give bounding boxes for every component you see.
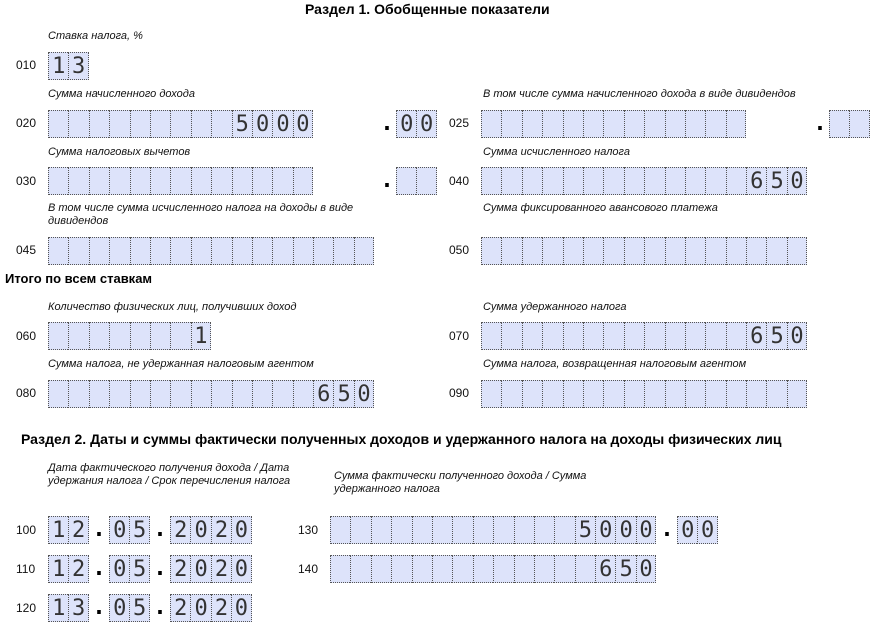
- field-090-label: Сумма налога, возвращенная налоговым агентом: [483, 358, 747, 370]
- field-140-code: 140: [298, 562, 319, 576]
- digit-cell: [481, 167, 501, 195]
- digit-cell: 0: [190, 516, 210, 544]
- digit-cell: [685, 110, 705, 138]
- digit-cell: [473, 516, 493, 544]
- date-separator: .: [92, 595, 106, 620]
- digit-cell: [354, 237, 374, 265]
- digit-cell: [603, 110, 623, 138]
- field-100-month[interactable]: [109, 516, 150, 544]
- field-050-input[interactable]: [481, 237, 807, 265]
- digit-cell: [514, 516, 534, 544]
- digit-cell: [534, 555, 554, 583]
- field-080-code: 080: [16, 386, 37, 400]
- digit-cell: [603, 237, 623, 265]
- digit-cell: [563, 322, 583, 350]
- field-030-label: Сумма налоговых вычетов: [48, 146, 191, 158]
- digit-cell: [665, 237, 685, 265]
- digit-cell: [452, 555, 472, 583]
- digit-cell: [396, 167, 416, 195]
- digit-cell: [109, 322, 129, 350]
- digit-cell: 2: [68, 516, 88, 544]
- digit-cell: 5: [615, 555, 635, 583]
- digit-cell: 1: [48, 594, 68, 622]
- digit-cell: [48, 322, 68, 350]
- digit-cell: 3: [68, 52, 88, 80]
- digit-cell: [170, 167, 190, 195]
- digit-cell: [473, 555, 493, 583]
- digit-cell: [48, 237, 68, 265]
- digit-cell: [583, 322, 603, 350]
- digit-cell: [542, 237, 562, 265]
- digit-cell: [150, 110, 170, 138]
- digit-cell: 0: [615, 516, 635, 544]
- digit-cell: [787, 237, 807, 265]
- digit-cell: [522, 167, 542, 195]
- digit-cell: 0: [787, 322, 807, 350]
- date-separator: .: [153, 595, 167, 620]
- digit-cell: 0: [677, 516, 697, 544]
- digit-cell: [603, 380, 623, 408]
- digit-cell: [391, 516, 411, 544]
- digit-cell: 5: [333, 380, 353, 408]
- field-025-label: В том числе сумма начисленного дохода в виде дивидендов: [483, 88, 796, 100]
- digit-cell: [272, 380, 292, 408]
- digit-cell: [481, 110, 501, 138]
- digit-cell: 0: [354, 380, 374, 408]
- digit-cell: 6: [746, 167, 766, 195]
- digit-cell: 0: [272, 110, 292, 138]
- digit-cell: [48, 167, 68, 195]
- digit-cell: [211, 237, 231, 265]
- digit-cell: 0: [252, 110, 272, 138]
- digit-cell: 5: [766, 322, 786, 350]
- digit-cell: [130, 380, 150, 408]
- digit-cell: [563, 110, 583, 138]
- digit-cell: [665, 110, 685, 138]
- digit-cell: [150, 237, 170, 265]
- digit-cell: [522, 380, 542, 408]
- digit-cell: 1: [48, 516, 68, 544]
- digit-cell: 0: [787, 167, 807, 195]
- field-100-year[interactable]: [170, 516, 252, 544]
- field-120-month[interactable]: [109, 594, 150, 622]
- digit-cell: 5: [129, 594, 149, 622]
- digit-cell: 0: [416, 110, 436, 138]
- digit-cell: [68, 237, 88, 265]
- digit-cell: [191, 237, 211, 265]
- digit-cell: [542, 167, 562, 195]
- digit-cell: [583, 110, 603, 138]
- digit-cell: [603, 322, 623, 350]
- digit-cell: [575, 555, 595, 583]
- digit-cell: [493, 555, 513, 583]
- digit-cell: [330, 516, 350, 544]
- digit-cell: [726, 380, 746, 408]
- digit-cell: [68, 167, 88, 195]
- digit-cell: [501, 380, 521, 408]
- digit-cell: 0: [697, 516, 717, 544]
- digit-cell: [416, 167, 436, 195]
- digit-cell: [522, 237, 542, 265]
- field-110-code: 110: [16, 562, 36, 576]
- digit-cell: [514, 555, 534, 583]
- digit-cell: [211, 167, 231, 195]
- digit-cell: [252, 167, 272, 195]
- digit-cell: [48, 110, 68, 138]
- field-040-label: Сумма исчисленного налога: [483, 146, 630, 158]
- digit-cell: [501, 237, 521, 265]
- digit-cell: [150, 167, 170, 195]
- field-080-input[interactable]: [48, 380, 374, 408]
- field-025-code: 025: [449, 116, 470, 130]
- digit-cell: [150, 380, 170, 408]
- field-090-input[interactable]: [481, 380, 807, 408]
- field-030-fraction[interactable]: [396, 167, 437, 195]
- digit-cell: 0: [595, 516, 615, 544]
- field-130-fraction[interactable]: [677, 516, 718, 544]
- digit-cell: [501, 167, 521, 195]
- digit-cell: [333, 237, 353, 265]
- digit-cell: [130, 237, 150, 265]
- digit-cell: [624, 237, 644, 265]
- digit-cell: [522, 110, 542, 138]
- digit-cell: [150, 322, 170, 350]
- digit-cell: [211, 110, 231, 138]
- field-120-year[interactable]: [170, 594, 252, 622]
- date-separator: .: [92, 517, 106, 542]
- digit-cell: [624, 380, 644, 408]
- digit-cell: [89, 322, 109, 350]
- field-030-input[interactable]: [48, 167, 313, 195]
- digit-cell: [170, 237, 190, 265]
- digit-cell: [452, 516, 472, 544]
- digit-cell: [130, 322, 150, 350]
- digit-cell: 2: [211, 594, 231, 622]
- digit-cell: [109, 110, 129, 138]
- digit-cell: 3: [68, 594, 88, 622]
- field-020-code: 020: [16, 116, 37, 130]
- decimal-separator: .: [813, 111, 827, 136]
- field-070-code: 070: [449, 329, 470, 343]
- field-040-code: 040: [449, 174, 470, 188]
- field-130-input[interactable]: [330, 516, 656, 544]
- digit-cell: [685, 380, 705, 408]
- decimal-separator: .: [380, 168, 394, 193]
- digit-cell: [481, 322, 501, 350]
- digit-cell: 0: [109, 516, 129, 544]
- digit-cell: [109, 380, 129, 408]
- digit-cell: 2: [170, 594, 190, 622]
- digit-cell: [170, 322, 190, 350]
- decimal-separator: .: [380, 111, 394, 136]
- digit-cell: [371, 555, 391, 583]
- field-025-input[interactable]: [481, 110, 746, 138]
- date-separator: .: [153, 517, 167, 542]
- digit-cell: [191, 380, 211, 408]
- field-110-month[interactable]: [109, 555, 150, 583]
- digit-cell: [849, 110, 869, 138]
- digit-cell: 5: [129, 516, 149, 544]
- digit-cell: [371, 516, 391, 544]
- field-020-input[interactable]: [48, 110, 313, 138]
- digit-cell: [685, 167, 705, 195]
- field-060-label: Количество физических лиц, получивших доход: [48, 301, 297, 313]
- digit-cell: 6: [746, 322, 766, 350]
- decimal-separator: .: [660, 517, 674, 542]
- digit-cell: 2: [170, 516, 190, 544]
- field-040-input[interactable]: [481, 167, 807, 195]
- digit-cell: [232, 380, 252, 408]
- digit-cell: [252, 237, 272, 265]
- digit-cell: [313, 237, 333, 265]
- digit-cell: [534, 516, 554, 544]
- digit-cell: [68, 110, 88, 138]
- digit-cell: [665, 380, 685, 408]
- section2-title: Раздел 2. Даты и суммы фактически полученных доходов и удержанного налога на доходы физических лиц: [21, 431, 782, 447]
- digit-cell: [130, 110, 150, 138]
- date-separator: .: [153, 556, 167, 581]
- digit-cell: [705, 380, 725, 408]
- digit-cell: [89, 167, 109, 195]
- field-100-code: 100: [16, 523, 37, 537]
- field-110-day[interactable]: [48, 555, 89, 583]
- digit-cell: [542, 110, 562, 138]
- field-060-input[interactable]: [48, 322, 211, 350]
- digit-cell: 0: [636, 516, 656, 544]
- digit-cell: [746, 237, 766, 265]
- digit-cell: [787, 380, 807, 408]
- digit-cell: [501, 110, 521, 138]
- digit-cell: [481, 380, 501, 408]
- digit-cell: [542, 380, 562, 408]
- digit-cell: [644, 322, 664, 350]
- digit-cell: [563, 167, 583, 195]
- digit-cell: [746, 380, 766, 408]
- digit-cell: [644, 380, 664, 408]
- digit-cell: [624, 322, 644, 350]
- digit-cell: 1: [191, 322, 211, 350]
- digit-cell: [293, 237, 313, 265]
- digit-cell: [685, 322, 705, 350]
- field-110-year[interactable]: [170, 555, 252, 583]
- field-025-fraction[interactable]: [829, 110, 870, 138]
- digit-cell: [232, 167, 252, 195]
- digit-cell: 1: [48, 555, 68, 583]
- field-045-code: 045: [16, 243, 37, 257]
- digit-cell: 6: [313, 380, 333, 408]
- section1-total-subtitle: Итого по всем ставкам: [5, 271, 153, 286]
- digit-cell: [705, 322, 725, 350]
- digit-cell: [624, 167, 644, 195]
- digit-cell: [232, 237, 252, 265]
- section2-amount-label: Сумма фактически полученного дохода / Сумма удержанного налога: [334, 470, 587, 495]
- section1-title: Раздел 1. Обобщенные показатели: [305, 1, 550, 17]
- field-060-code: 060: [16, 329, 37, 343]
- digit-cell: 0: [109, 594, 129, 622]
- digit-cell: 0: [190, 555, 210, 583]
- digit-cell: [563, 380, 583, 408]
- digit-cell: [109, 237, 129, 265]
- digit-cell: [48, 380, 68, 408]
- digit-cell: 5: [232, 110, 252, 138]
- field-030-code: 030: [16, 174, 37, 188]
- digit-cell: 0: [636, 555, 656, 583]
- digit-cell: [501, 322, 521, 350]
- digit-cell: [665, 322, 685, 350]
- digit-cell: [766, 380, 786, 408]
- field-140-input[interactable]: [330, 555, 656, 583]
- field-010-input[interactable]: [48, 52, 89, 80]
- date-separator: .: [92, 556, 106, 581]
- digit-cell: [766, 237, 786, 265]
- digit-cell: [726, 110, 746, 138]
- digit-cell: [252, 380, 272, 408]
- digit-cell: 0: [293, 110, 313, 138]
- digit-cell: [563, 237, 583, 265]
- digit-cell: [432, 516, 452, 544]
- digit-cell: 0: [396, 110, 416, 138]
- digit-cell: 0: [231, 555, 251, 583]
- digit-cell: [130, 167, 150, 195]
- field-020-label: Сумма начисленного дохода: [48, 88, 195, 100]
- digit-cell: 2: [211, 555, 231, 583]
- digit-cell: [293, 380, 313, 408]
- digit-cell: 0: [109, 555, 129, 583]
- digit-cell: [272, 167, 292, 195]
- digit-cell: [829, 110, 849, 138]
- digit-cell: [726, 322, 746, 350]
- field-070-label: Сумма удержанного налога: [483, 301, 627, 313]
- digit-cell: [191, 167, 211, 195]
- digit-cell: 0: [190, 594, 210, 622]
- digit-cell: [89, 380, 109, 408]
- digit-cell: [350, 555, 370, 583]
- digit-cell: [272, 237, 292, 265]
- digit-cell: [644, 237, 664, 265]
- digit-cell: [412, 555, 432, 583]
- digit-cell: [705, 237, 725, 265]
- digit-cell: [644, 110, 664, 138]
- field-120-code: 120: [16, 601, 37, 615]
- field-080-label: Сумма налога, не удержанная налоговым агентом: [48, 358, 314, 370]
- digit-cell: [109, 167, 129, 195]
- digit-cell: [391, 555, 411, 583]
- field-120-day[interactable]: [48, 594, 89, 622]
- digit-cell: [554, 516, 574, 544]
- digit-cell: [603, 167, 623, 195]
- digit-cell: [522, 322, 542, 350]
- digit-cell: 2: [68, 555, 88, 583]
- digit-cell: [705, 167, 725, 195]
- digit-cell: [583, 237, 603, 265]
- digit-cell: [685, 237, 705, 265]
- section2-date-label: Дата фактического получения дохода / Дата удержания налога / Срок перечисления налога: [48, 462, 291, 487]
- field-090-code: 090: [449, 386, 470, 400]
- field-100-day[interactable]: [48, 516, 89, 544]
- digit-cell: [412, 516, 432, 544]
- digit-cell: [432, 555, 452, 583]
- field-010-label: Ставка налога, %: [48, 30, 143, 42]
- digit-cell: 1: [48, 52, 68, 80]
- digit-cell: [554, 555, 574, 583]
- digit-cell: [89, 237, 109, 265]
- field-045-input[interactable]: [48, 237, 374, 265]
- digit-cell: [726, 237, 746, 265]
- field-070-input[interactable]: [481, 322, 807, 350]
- digit-cell: [644, 167, 664, 195]
- digit-cell: [350, 516, 370, 544]
- digit-cell: [705, 110, 725, 138]
- digit-cell: 6: [595, 555, 615, 583]
- field-010-code: 010: [16, 58, 37, 72]
- digit-cell: [583, 380, 603, 408]
- digit-cell: [211, 380, 231, 408]
- digit-cell: [726, 167, 746, 195]
- digit-cell: [89, 110, 109, 138]
- digit-cell: [68, 322, 88, 350]
- digit-cell: 5: [129, 555, 149, 583]
- digit-cell: [330, 555, 350, 583]
- digit-cell: 2: [211, 516, 231, 544]
- field-130-code: 130: [298, 523, 319, 537]
- digit-cell: [170, 380, 190, 408]
- digit-cell: [68, 380, 88, 408]
- digit-cell: [481, 237, 501, 265]
- field-050-code: 050: [449, 243, 470, 257]
- digit-cell: 2: [170, 555, 190, 583]
- digit-cell: [624, 110, 644, 138]
- digit-cell: [293, 167, 313, 195]
- digit-cell: [191, 110, 211, 138]
- field-050-label: Сумма фиксированного авансового платежа: [483, 202, 718, 214]
- digit-cell: 0: [231, 516, 251, 544]
- digit-cell: [493, 516, 513, 544]
- field-020-fraction[interactable]: [396, 110, 437, 138]
- digit-cell: [665, 167, 685, 195]
- digit-cell: 5: [766, 167, 786, 195]
- digit-cell: [170, 110, 190, 138]
- digit-cell: 0: [231, 594, 251, 622]
- digit-cell: 5: [575, 516, 595, 544]
- digit-cell: [583, 167, 603, 195]
- field-045-label: В том числе сумма исчисленного налога на доходы в виде дивидендов: [48, 202, 354, 227]
- digit-cell: [542, 322, 562, 350]
